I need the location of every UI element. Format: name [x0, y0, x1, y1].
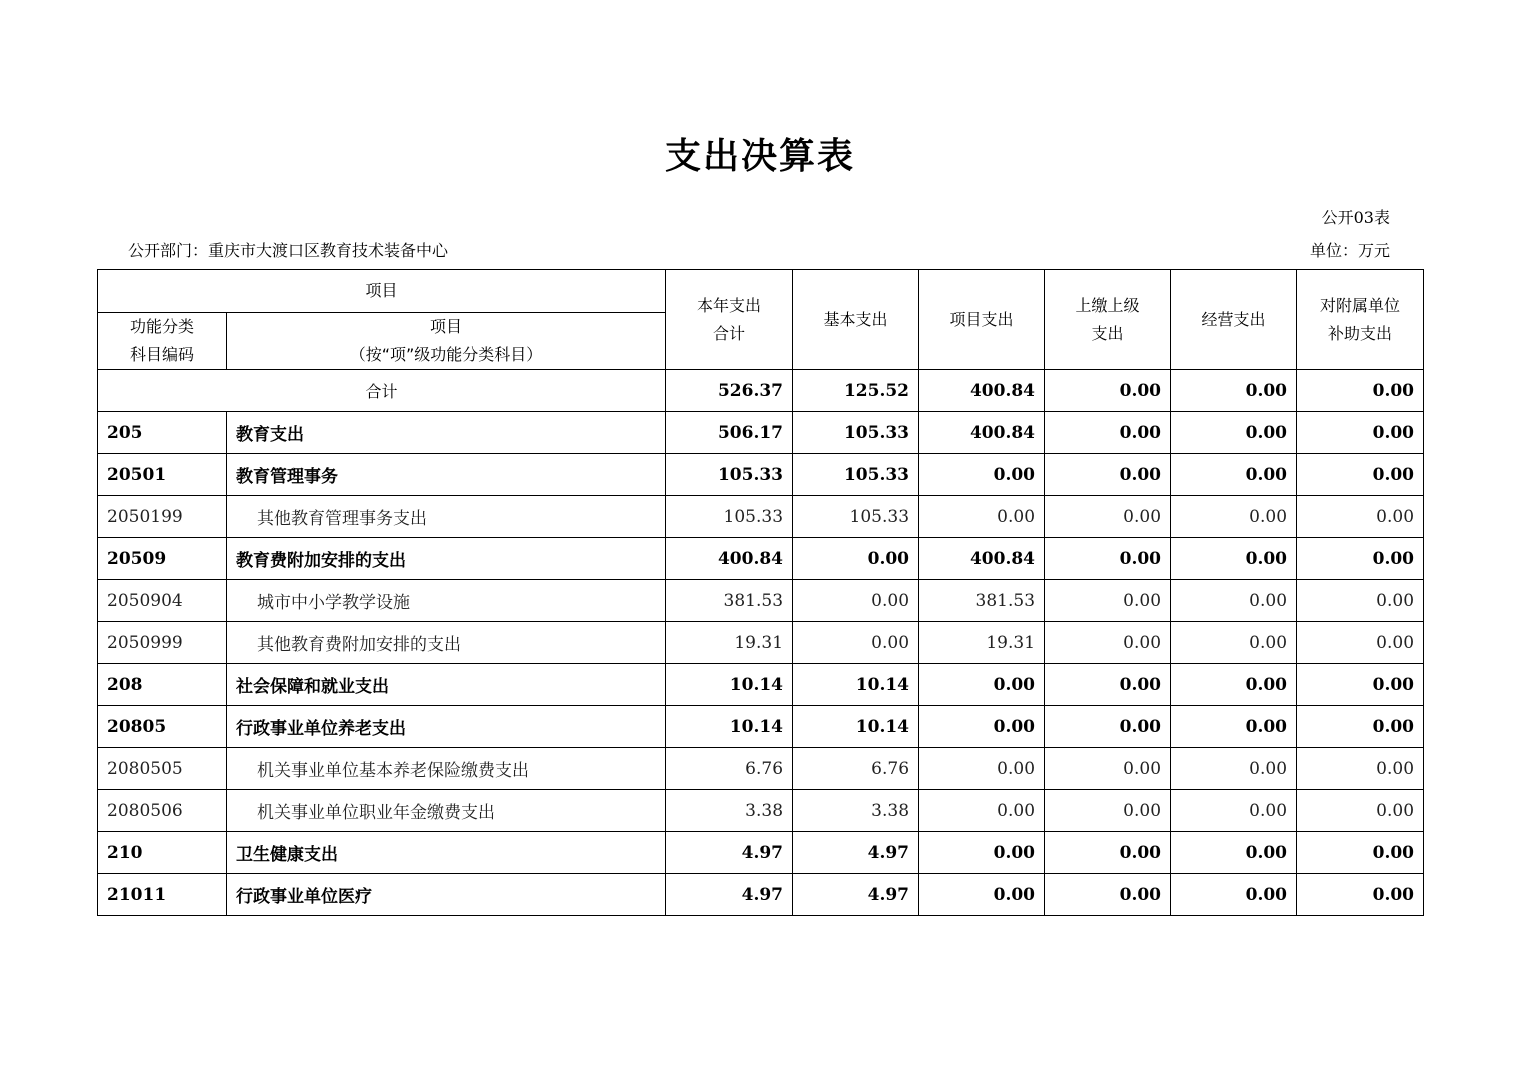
cell-business: 0.00 [1171, 454, 1297, 496]
cell-business: 0.00 [1171, 874, 1297, 916]
cell-subsidy: 0.00 [1297, 874, 1424, 916]
cell-basic: 4.97 [793, 874, 919, 916]
cell-code: 2080506 [98, 790, 227, 832]
total-business: 0.00 [1171, 370, 1297, 412]
cell-upper: 0.00 [1045, 790, 1171, 832]
cell-business: 0.00 [1171, 832, 1297, 874]
cell-project: 0.00 [919, 706, 1045, 748]
cell-code: 21011 [98, 874, 227, 916]
cell-upper: 0.00 [1045, 412, 1171, 454]
table-row [98, 748, 1424, 790]
cell-project: 0.00 [919, 790, 1045, 832]
cell-subsidy: 0.00 [1297, 538, 1424, 580]
cell-name: 城市中小学教学设施 [227, 580, 666, 622]
table-row [98, 664, 1424, 706]
header-upper-line1: 上缴上级 [1075, 295, 1140, 315]
total-project: 400.84 [919, 370, 1045, 412]
cell-upper: 0.00 [1045, 580, 1171, 622]
header-business: 经营支出 [1171, 270, 1297, 370]
cell-name: 机关事业单位基本养老保险缴费支出 [227, 748, 666, 790]
header-code-line2: 科目编码 [129, 345, 194, 364]
cell-name: 其他教育管理事务支出 [227, 496, 666, 538]
cell-upper: 0.00 [1045, 664, 1171, 706]
header-name-line2: （按“项”级功能分类科目） [349, 345, 543, 364]
cell-upper: 0.00 [1045, 832, 1171, 874]
total-row [98, 370, 1424, 412]
header-basic: 基本支出 [793, 270, 919, 370]
header-upper-line2: 支出 [1091, 323, 1124, 343]
cell-business: 0.00 [1171, 706, 1297, 748]
header-project-group: 项目 [98, 270, 666, 313]
table-row [98, 832, 1424, 874]
cell-code: 20805 [98, 706, 227, 748]
cell-upper: 0.00 [1045, 538, 1171, 580]
cell-project: 381.53 [919, 580, 1045, 622]
cell-project: 0.00 [919, 832, 1045, 874]
cell-project: 400.84 [919, 538, 1045, 580]
cell-business: 0.00 [1171, 580, 1297, 622]
header-subsidy-line1: 对附属单位 [1320, 295, 1401, 315]
cell-basic: 10.14 [793, 664, 919, 706]
cell-business: 0.00 [1171, 412, 1297, 454]
cell-basic: 105.33 [793, 496, 919, 538]
cell-basic: 4.97 [793, 832, 919, 874]
page-title: 支出决算表 [664, 136, 855, 177]
cell-total: 4.97 [666, 832, 793, 874]
cell-business: 0.00 [1171, 622, 1297, 664]
cell-upper: 0.00 [1045, 874, 1171, 916]
table-row [98, 706, 1424, 748]
cell-name: 机关事业单位职业年金缴费支出 [227, 790, 666, 832]
cell-upper: 0.00 [1045, 496, 1171, 538]
total-upper: 0.00 [1045, 370, 1171, 412]
cell-business: 0.00 [1171, 664, 1297, 706]
cell-name: 教育支出 [227, 412, 666, 454]
cell-code: 208 [98, 664, 227, 706]
cell-total: 6.76 [666, 748, 793, 790]
cell-total: 381.53 [666, 580, 793, 622]
total-basic: 125.52 [793, 370, 919, 412]
header-upper [1045, 270, 1171, 370]
cell-total: 19.31 [666, 622, 793, 664]
cell-basic: 0.00 [793, 538, 919, 580]
cell-basic: 3.38 [793, 790, 919, 832]
cell-subsidy: 0.00 [1297, 412, 1424, 454]
cell-subsidy: 0.00 [1297, 664, 1424, 706]
cell-total: 400.84 [666, 538, 793, 580]
cell-business: 0.00 [1171, 496, 1297, 538]
cell-name: 行政事业单位医疗 [227, 874, 666, 916]
cell-business: 0.00 [1171, 538, 1297, 580]
table-row [98, 580, 1424, 622]
cell-code: 20501 [98, 454, 227, 496]
cell-code: 205 [98, 412, 227, 454]
header-name-line1: 项目 [430, 317, 463, 336]
table-row [98, 874, 1424, 916]
table-row [98, 538, 1424, 580]
cell-basic: 0.00 [793, 580, 919, 622]
header-total [666, 270, 793, 370]
cell-name: 其他教育费附加安排的支出 [227, 622, 666, 664]
cell-code: 2050904 [98, 580, 227, 622]
cell-project: 0.00 [919, 496, 1045, 538]
cell-subsidy: 0.00 [1297, 580, 1424, 622]
table-row [98, 454, 1424, 496]
cell-name: 教育费附加安排的支出 [227, 538, 666, 580]
cell-project: 0.00 [919, 874, 1045, 916]
cell-code: 20509 [98, 538, 227, 580]
cell-code: 210 [98, 832, 227, 874]
cell-total: 3.38 [666, 790, 793, 832]
cell-business: 0.00 [1171, 748, 1297, 790]
table-row [98, 412, 1424, 454]
table-row [98, 496, 1424, 538]
header-total-line1: 本年支出 [697, 295, 762, 315]
cell-subsidy: 0.00 [1297, 454, 1424, 496]
cell-subsidy: 0.00 [1297, 706, 1424, 748]
cell-subsidy: 0.00 [1297, 622, 1424, 664]
header-total-line2: 合计 [713, 323, 746, 343]
cell-total: 105.33 [666, 454, 793, 496]
header-code [98, 313, 227, 370]
cell-subsidy: 0.00 [1297, 748, 1424, 790]
cell-total: 105.33 [666, 496, 793, 538]
header-project: 项目支出 [919, 270, 1045, 370]
cell-code: 2080505 [98, 748, 227, 790]
cell-subsidy: 0.00 [1297, 790, 1424, 832]
cell-code: 2050199 [98, 496, 227, 538]
cell-project: 0.00 [919, 664, 1045, 706]
cell-upper: 0.00 [1045, 622, 1171, 664]
cell-total: 10.14 [666, 664, 793, 706]
header-name [227, 313, 666, 370]
cell-project: 19.31 [919, 622, 1045, 664]
department-label: 公开部门：重庆市大渡口区教育技术装备中心 [128, 241, 449, 260]
cell-basic: 105.33 [793, 454, 919, 496]
cell-name: 卫生健康支出 [227, 832, 666, 874]
header-subsidy-line2: 补助支出 [1328, 323, 1393, 343]
cell-name: 教育管理事务 [227, 454, 666, 496]
total-label: 合计 [98, 370, 666, 412]
cell-subsidy: 0.00 [1297, 832, 1424, 874]
cell-name: 社会保障和就业支出 [227, 664, 666, 706]
header-code-line1: 功能分类 [129, 317, 194, 336]
cell-basic: 0.00 [793, 622, 919, 664]
cell-total: 4.97 [666, 874, 793, 916]
table-row [98, 790, 1424, 832]
cell-basic: 10.14 [793, 706, 919, 748]
cell-code: 2050999 [98, 622, 227, 664]
unit-label: 单位：万元 [1309, 241, 1390, 260]
cell-upper: 0.00 [1045, 706, 1171, 748]
cell-project: 0.00 [919, 748, 1045, 790]
header-subsidy [1297, 270, 1424, 370]
cell-upper: 0.00 [1045, 748, 1171, 790]
cell-project: 400.84 [919, 412, 1045, 454]
expenditure-table [97, 269, 1424, 916]
total-subsidy: 0.00 [1297, 370, 1424, 412]
cell-project: 0.00 [919, 454, 1045, 496]
cell-business: 0.00 [1171, 790, 1297, 832]
cell-subsidy: 0.00 [1297, 496, 1424, 538]
table-row [98, 622, 1424, 664]
form-number: 公开03表 [1321, 208, 1390, 227]
cell-basic: 105.33 [793, 412, 919, 454]
cell-upper: 0.00 [1045, 454, 1171, 496]
cell-total: 506.17 [666, 412, 793, 454]
total-total: 526.37 [666, 370, 793, 412]
cell-basic: 6.76 [793, 748, 919, 790]
cell-total: 10.14 [666, 706, 793, 748]
cell-name: 行政事业单位养老支出 [227, 706, 666, 748]
